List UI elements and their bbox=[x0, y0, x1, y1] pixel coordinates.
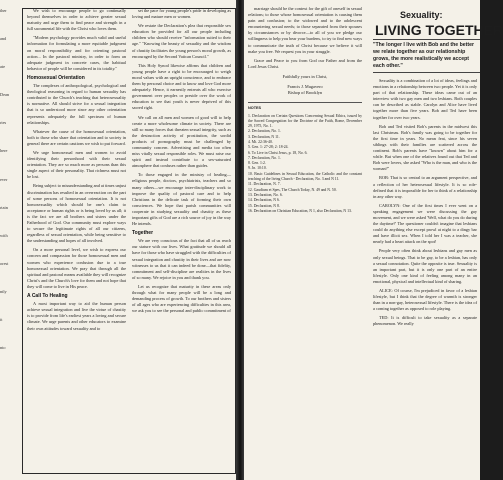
fragment-line: nto bbox=[0, 345, 6, 351]
fragment-line: ever bbox=[0, 176, 8, 182]
pullquote: "The longer I live with Bob and the better we relate together as our relationship grows, the more realistically we accept each other." bbox=[373, 42, 475, 69]
signoff-closing: Faithfully yours in Christ, bbox=[282, 73, 328, 79]
note-item: 6. To Live in Christ Jesus, p. 18, No. 6. bbox=[248, 150, 308, 155]
note-item: 12. Gaudium et Spes, The Church Today, N. 49 and N. 50. bbox=[248, 187, 337, 192]
book-gutter bbox=[236, 0, 244, 480]
fragment-line: Dean bbox=[0, 92, 10, 98]
fragment-line: ries bbox=[0, 120, 7, 126]
paragraph: Bob and Ted visited Bob's parents in the midwest this last Christmas. Bob's family was going to be together for the first time in years. No mean feat, since his seven siblings with their families are scattered across the continent. Bob's parents have "known" about him for a while. But when one of the relatives found out that Ted and Bob were lovers, she asked "Who is the man, and who is the woman?" bbox=[373, 123, 477, 172]
paragraph: CAROLYN: One of the first times I ever went on a speaking engagement we were discussing the gay movement, and we were asked 'Well, what do you do during the daytime?' The questioner couldn't imagine that lesbians could do anything else except prowl at night to a dingy bar and have illicit sex. When I told her I was a teacher, she nearly had a heart attack on the spot! bbox=[373, 202, 477, 245]
left-page-column-2 bbox=[132, 8, 231, 317]
note-item: 9. Jn. 10:10. bbox=[248, 166, 267, 171]
note-item: 8. Gen. 1:2. bbox=[248, 161, 266, 166]
note-item: 14. Declaration, N 6. bbox=[248, 198, 280, 203]
note-item: 2. Declaration, No. 1. bbox=[248, 129, 281, 134]
fragment-line: with bbox=[0, 232, 8, 238]
paragraph: This Holy Synod likewise affirms that children and young people have a right to be encouraged to weigh moral values with an upright conscience, and to embrace them by personal choice and to know and love God more adequately. Hence, it earnestly entreats all who exercise government over peoples or preside over the work of education to see that youth is never deprived of this sacred right. bbox=[132, 62, 231, 111]
fragment-line: ntly bbox=[0, 288, 7, 294]
paragraph: We call on all men and women of good will to help create a more wholesome climate in society. There are still so many forces that threaten sexual integrity, such as the destruction activity of prostitution, the sordid products of pornography must be challenged by community concern. Advertising and media too often miss vitally sexual responsible roles. We must raise our spirit and instead contribute to a sex-saturated atmosphere that confuses rather than guides. bbox=[132, 114, 231, 169]
note-item: 13. Declaration, No. 6. bbox=[248, 192, 283, 197]
fragment-line: ate bbox=[0, 64, 6, 70]
left-page bbox=[0, 0, 236, 480]
fragment-line: and bbox=[0, 36, 7, 42]
paragraph: "Modern psychology provides much valid and useful information for formulating a more equitable judgment on moral responsibility and for orienting pastoral action... In the pastoral ministry, in order to form an adequate judgment in concrete cases, the habitual behavior of people will be considered in its totality." bbox=[27, 35, 126, 71]
fragment-line: rtain bbox=[0, 204, 8, 210]
fragment-line: orest bbox=[0, 260, 9, 266]
paragraph: We restate the Declaration's plea that responsible sex education be provided for all our people including children who should receive "information suited to their age." "Knowing the beauty of sexuality and the wisdom of chastity facilitates the young person's moral growth, as encouraged by the Second Vatican Council." bbox=[132, 23, 231, 59]
paragraph: Whatever the cause of the homosexual orientation, both to those who share that orientation and to society in general there are certain cautions we wish to put forward. bbox=[27, 128, 126, 146]
pullquote-rule-top bbox=[373, 39, 480, 40]
paragraph: marriage should be the context for the gift of oneself in sexual relations; to those whose homosexual orientation is causing them pain and confusion; to the widowed and to the adolescent encountering sexual needs; to those separated from their spouses by circumstances or by divorce—to all of you we pledge our willingness to help you bear your burdens, to try to find new ways to communicate the truth of Christ because we believe it will make you free. We request you in your struggle. bbox=[248, 6, 362, 54]
paragraph: To those engaged in the ministry of healing—religious people, doctors, psychiatrists, teachers and so many others—we encourage inter-disciplinary work to improve the quality of pastoral care and to help Christians in the delicate task of forming their own consciences. We hope that parish communities will cooperate in studying sexuality and chastity as these important gifts of God are a rich source of joy in the way He intends. bbox=[132, 172, 231, 227]
note-item: 5. Gen. 1: 27-28; 2: 18-24. bbox=[248, 145, 289, 150]
signoff bbox=[248, 74, 362, 96]
paragraph: set the pace for young people's pride in developing as loving and mature men or women. bbox=[132, 8, 231, 20]
right-page-column-1 bbox=[248, 6, 362, 214]
paragraph: The complexes of anthropological, psychological and theological reasoning in regard to human sexuality has contributed to the Church's teaching that heterosexuality is normative. All should strive for a sexual integration that is so understood more since any other orientation represents adequately the full spectrum of human relationships. bbox=[27, 83, 126, 125]
paragraph: Sexuality is a combination of a lot of ideas, feelings and emotions in a relationship between two people. Yet it is only part of that relationship. These ideas came out of an interview with two gay men and two lesbians. Both couples can be described as stable. Carolyn and Alice have lived together more than five years. Bob and Ted have been together for over two years. bbox=[373, 78, 477, 120]
left-page-column-1 bbox=[27, 8, 126, 335]
section-heading: A Call To Healing bbox=[27, 293, 68, 300]
note-item: 4. Mt. 22:36-40. bbox=[248, 140, 273, 144]
signoff-name: Francis J. Mugavero bbox=[287, 84, 323, 90]
signoff-title: Bishop of Brooklyn bbox=[287, 90, 323, 96]
paragraph: On a more personal level, we wish to express our concern and compassion for those homosexual men and women who experience confusion due to a true homosexual orientation. We pray that through all the spiritual and pastoral means available they will recognize Christ's and the Church's love for them and not hope that they will come to live in His peace. bbox=[27, 247, 126, 289]
note-item: 1. Declaration on Certain Questions Concerning Sexual Ethics, issued by the Sacred Congregation for the Doctrine of the Faith, Rome, December 29, 1975, No. 1. bbox=[248, 113, 362, 129]
note-item: 11. Declaration, N. 7. bbox=[248, 182, 281, 187]
note-item: 16. Declaration on Christian Education, N 1, also Declaration, N 13. bbox=[248, 208, 352, 213]
fragment-line: it bbox=[0, 317, 3, 323]
article-title: LIVING TOGETHER bbox=[375, 22, 503, 38]
note-item: 15. Declaration, N 8. bbox=[248, 203, 280, 208]
fragment-line: here bbox=[0, 148, 8, 154]
paragraph: Let us recognize that maturity in these areas only through what for many people will be a long and demanding process of growth. To our brothers and sisters of all ages who are experiencing difficulties in this area, we ask you to see the personal and public commitment of bbox=[132, 283, 231, 314]
paragraph: TED: It is difficult to take sexuality as a separate phenomenon. We really bbox=[373, 315, 477, 327]
article-kicker: Sexuality: bbox=[400, 10, 443, 20]
paragraph: Grace and Peace to you from God our Father and from the Lord Jesus Christ. bbox=[248, 57, 362, 69]
paragraph: We urge homosexual men and women to avoid identifying their personhood with their sexual orientation. They are so much more as persons than this single aspect of their personality. That richness must not be lost. bbox=[27, 149, 126, 180]
paragraph: People very often think about lesbians and gay men as only sexual beings. That to be gay, to be a lesbian, has only a sexual connotation. Quite the opposite is true. Sexuality is an important part, but it is only one part of an entire lifestyle. Only one kind of feeling among many in an emotional, physical and intellectual kind of sharing. bbox=[373, 248, 477, 284]
right-page-column-3 bbox=[373, 78, 477, 478]
paragraph: A most important way to aid the human person achieve sexual integration and live the virtue of chastity is to provide from life's earliest years a loving and secure climate. We urge parents and other educators to examine their own attitudes toward sexuality and to bbox=[27, 301, 126, 331]
notes-heading: NOTES bbox=[248, 106, 262, 111]
paragraph: We wish to encourage people to go continually beyond themselves in order to achieve greater sexual maturity and urge them to find peace and strength in a full sacramental life with the Christ who loves them. bbox=[27, 8, 126, 32]
note-item: 3. Declaration, N 11. bbox=[248, 134, 280, 139]
paragraph: We are very conscious of the fact that all of us reach our stature with our lives. What gratitude we should all have for those who have struggled with the difficulties of sexual integration and chastity in their lives and are now witnesses to us that it can indeed be done—that fidelity, commitment and self-discipline are realities in the lives of so many. We rejoice in you and thank you. bbox=[132, 238, 231, 280]
paragraph: Being subject to misunderstanding and at times unjust discrimination has resulted in an overreaction on the part of some persons of homosexual orientation. It is not homosexuality which should be one's claim to acceptance or human rights or is being loved by us all; it is the fact we are all brothers and sisters under the Fatherhood of God. Our community must explore ways to secure the legitimate rights of all our citizens, regardless of sexual orientation, while being sensitive to the understanding and hopes of all involved. bbox=[27, 183, 126, 244]
section-heading: Together bbox=[132, 230, 154, 237]
note-item: 7. Declaration, No. 1. bbox=[248, 155, 281, 160]
section-heading: Homosexual Orientation bbox=[27, 74, 85, 81]
notes-section bbox=[248, 102, 362, 214]
paragraph: ALICE: Of course, I'm prejudiced in favor of a lesbian lifestyle, but I think that the degree of warmth is stronger than in a non-gay, heterosexual lifestyle. There is the idea of a coming together as opposed to role playing. bbox=[373, 288, 477, 312]
paragraph: BOB: That is so central to an argument perspective, and a reflection of her heterosexual lifestyle. It is so role-defined that it is impossible for her to think of a relationship in any other way. bbox=[373, 175, 477, 199]
pullquote-rule-bottom bbox=[373, 72, 480, 73]
fragment-line: ther bbox=[0, 8, 7, 13]
note-item: 10. Basic Guidelines in Sexual Education, the Catholic and the constant teaching of the living Church - Declaration, No. 3 and N 11. bbox=[248, 171, 362, 182]
previous-column-fragment bbox=[0, 8, 20, 468]
